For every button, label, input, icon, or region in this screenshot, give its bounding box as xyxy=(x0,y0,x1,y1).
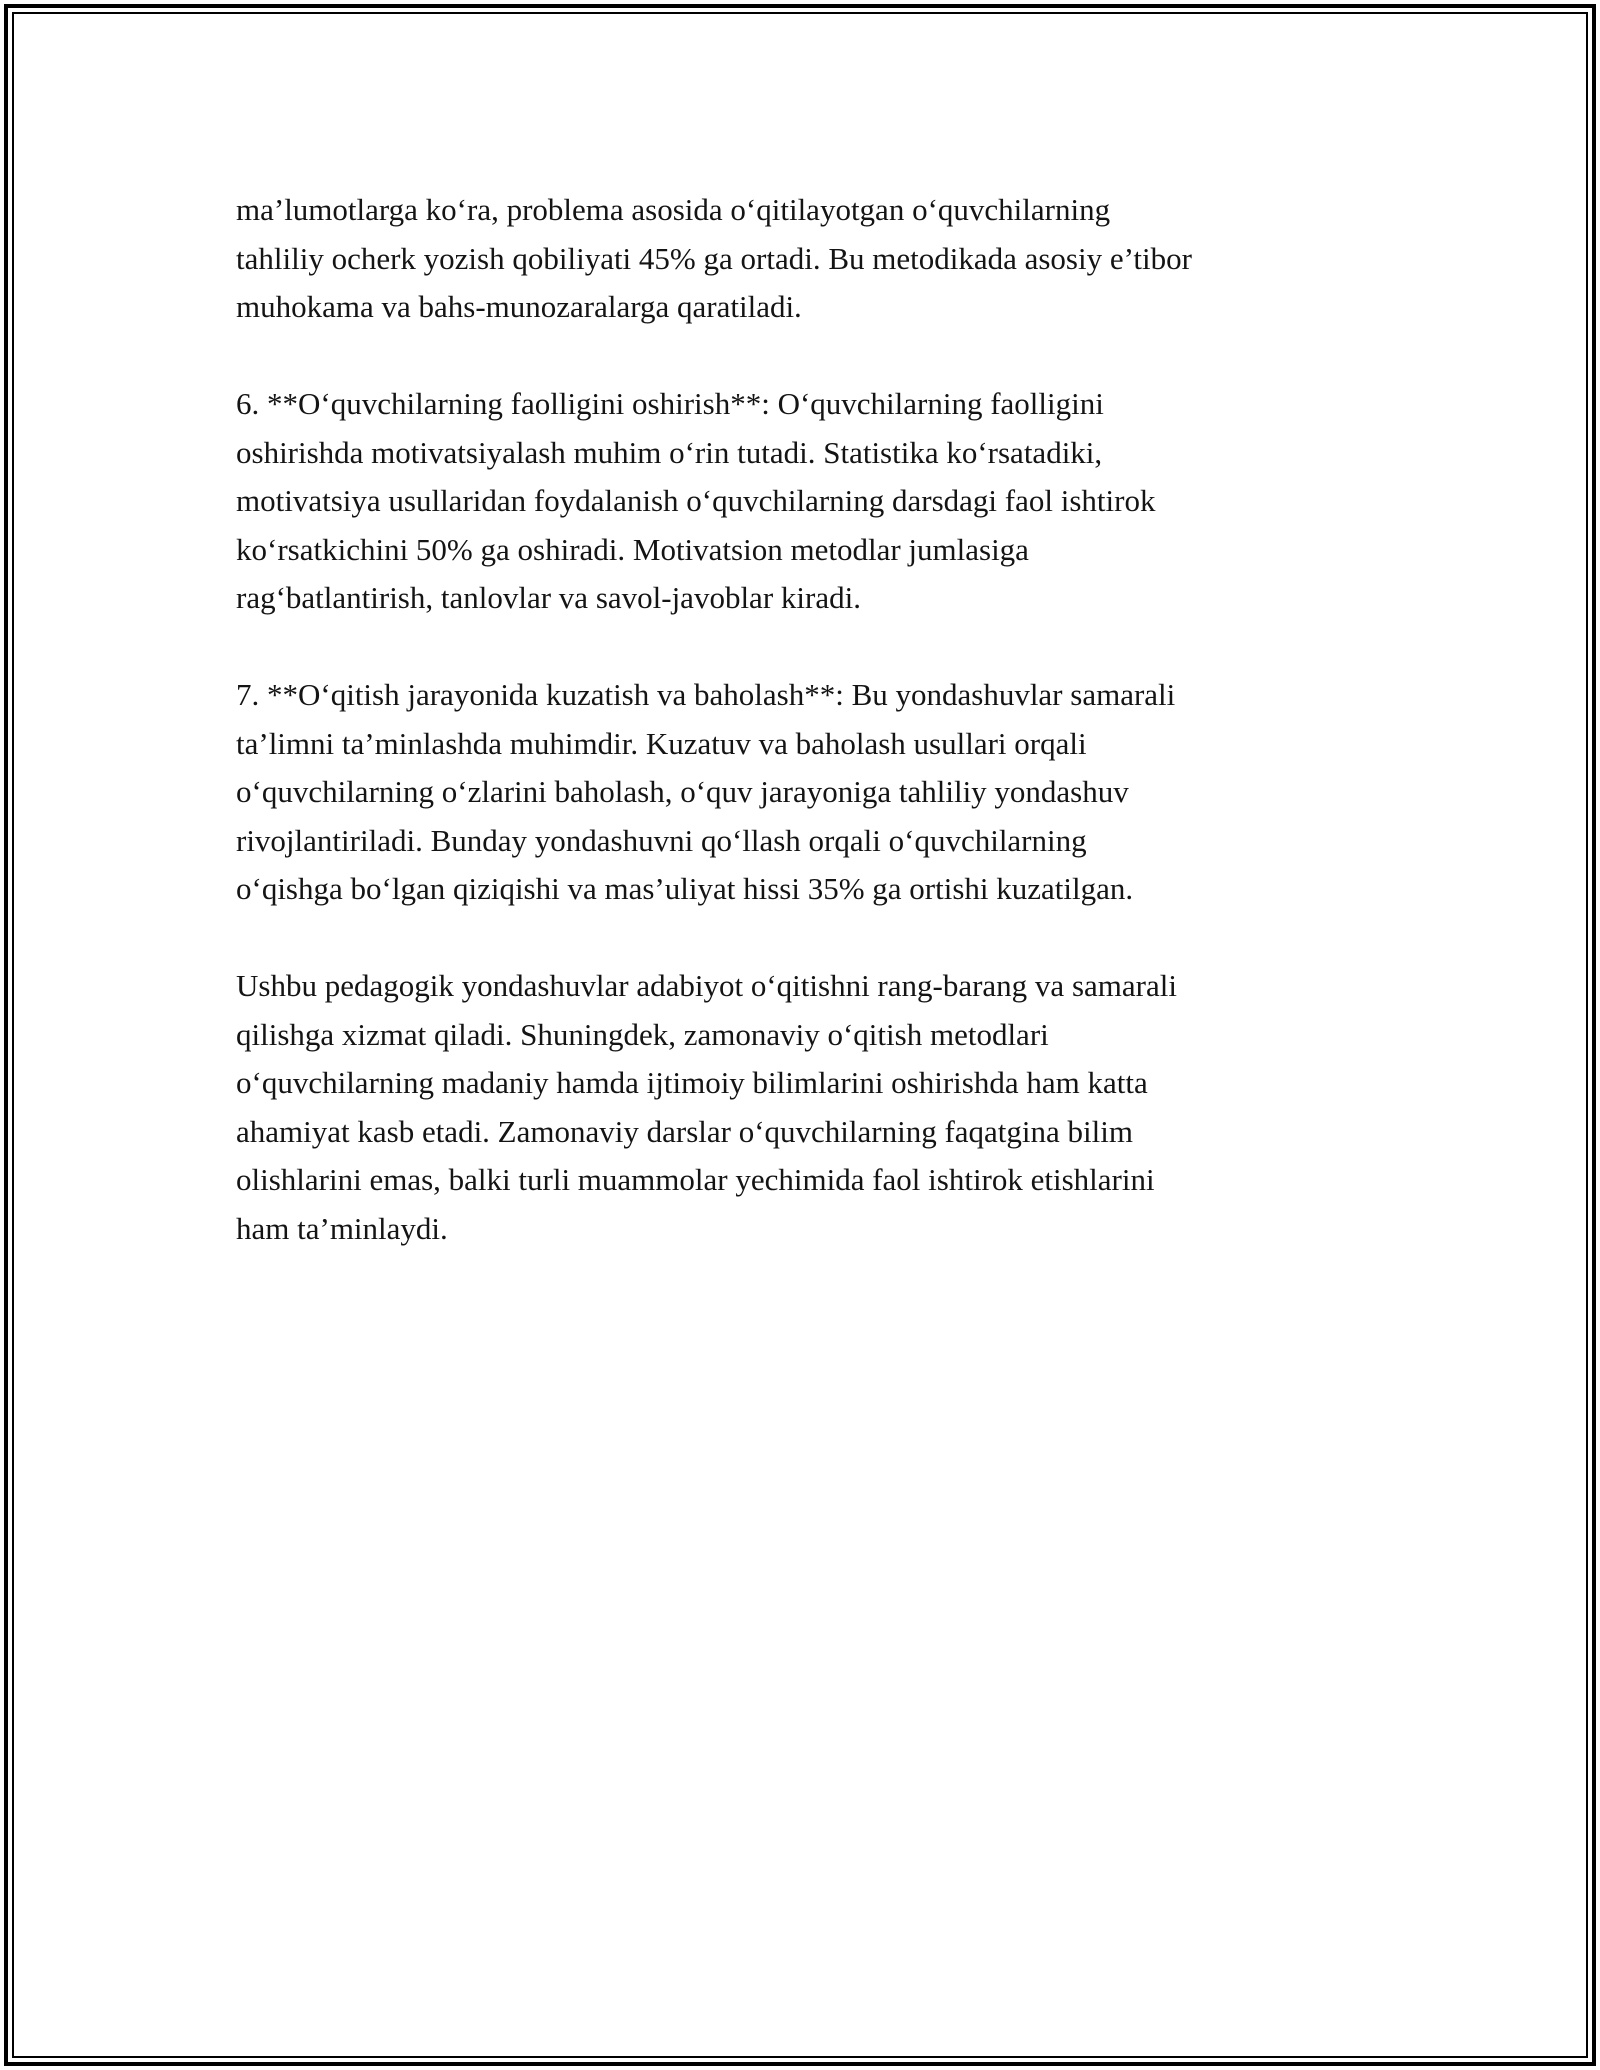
text-line: oshirishda motivatsiyalash muhim o‘rin tutadi. Statistika ko‘rsatadiki, xyxy=(236,434,1103,470)
paragraph-conclusion xyxy=(236,962,1416,1253)
text-line: tahliliy ocherk yozish qobiliyati 45% ga ortadi. Bu metodikada asosiy e’tibor xyxy=(236,240,1192,276)
document-body xyxy=(236,186,1416,1302)
text-line: olishlarini emas, balki turli muammolar yechimida faol ishtirok etishlarini xyxy=(236,1162,1155,1197)
paragraph-item-7 xyxy=(236,671,1416,914)
text-line: ko‘rsatkichini 50% ga oshiradi. Motivatsion metodlar jumlasiga xyxy=(236,531,1029,567)
text-line: ta’limni ta’minlashda muhimdir. Kuzatuv va baholash usullari orqali xyxy=(236,725,1087,761)
text-line: o‘quvchilarning o‘zlarini baholash, o‘quv jarayoniga tahliliy yondashuv xyxy=(236,774,1129,809)
text-line: 7. **O‘qitish jarayonida kuzatish va baholash**: Bu yondashuvlar samarali xyxy=(236,677,1176,712)
text-line: Ushbu pedagogik yondashuvlar adabiyot o‘qitishni rang-barang va samarali xyxy=(236,968,1177,1003)
text-line: o‘quvchilarning madaniy hamda ijtimoiy bilimlarini oshirishda ham katta xyxy=(236,1065,1148,1100)
text-line: qilishga xizmat qiladi. Shuningdek, zamonaviy o‘qitish metodlari xyxy=(236,1016,1049,1052)
text-line: rag‘batlantirish, tanlovlar va savol-javoblar kiradi. xyxy=(236,580,861,615)
text-line: ahamiyat kasb etadi. Zamonaviy darslar o‘quvchilarning faqatgina bilim xyxy=(236,1113,1133,1149)
text-line: 6. **O‘quvchilarning faolligini oshirish**: O‘quvchilarning faolligini xyxy=(236,386,1104,421)
paragraph-intro-continuation xyxy=(236,186,1416,332)
text-line: ma’lumotlarga ko‘ra, problema asosida o‘qitilayotgan o‘quvchilarning xyxy=(236,192,1111,227)
text-line: motivatsiya usullaridan foydalanish o‘quvchilarning darsdagi faol ishtirok xyxy=(236,483,1156,518)
text-line: muhokama va bahs-munozaralarga qaratiladi. xyxy=(236,289,802,324)
paragraph-item-6 xyxy=(236,380,1416,623)
text-line: ham ta’minlaydi. xyxy=(236,1210,448,1246)
text-line: o‘qishga bo‘lgan qiziqishi va mas’uliyat hissi 35% ga ortishi kuzatilgan. xyxy=(236,871,1134,906)
text-line: rivojlantiriladi. Bunday yondashuvni qo‘llash orqali o‘quvchilarning xyxy=(236,822,1087,858)
